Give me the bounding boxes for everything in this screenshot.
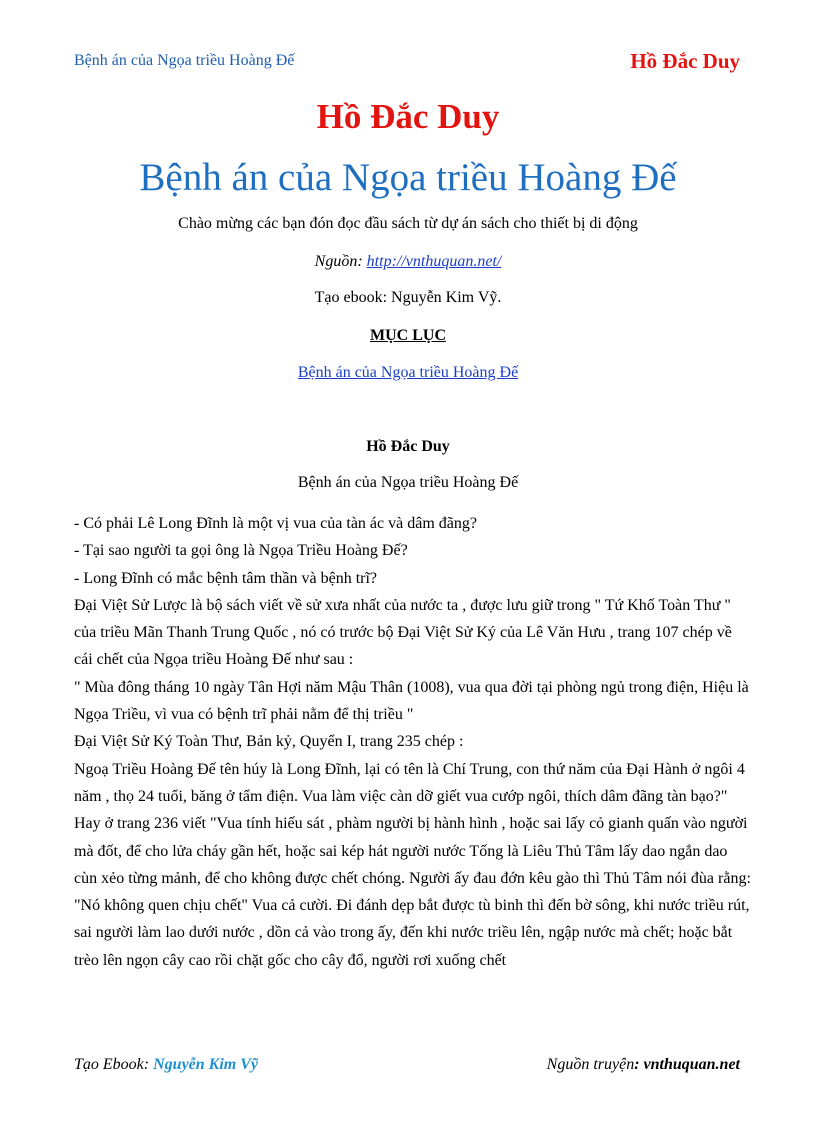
body-paragraph: " Mùa đông tháng 10 ngày Tân Hợi năm Mậu Thân (1008), vua qua đời tại phòng ngủ trong điện, Hiệu là Ngọa Triều, vì vua có bệnh trĩ phải nằm để thị triều " (74, 678, 749, 724)
toc-heading: MỤC LỤC (370, 327, 446, 344)
header-book-title: Bệnh án của Ngọa triều Hoàng Đế (74, 52, 295, 69)
body-paragraph: - Long Đĩnh có mắc bệnh tâm thần và bệnh trĩ? (74, 569, 378, 587)
footer-source-credit: Nguồn truyện: vnthuquan.net (546, 1056, 740, 1073)
ebook-creator: Tạo ebook: Nguyễn Kim Vỹ. (314, 289, 502, 306)
footer-ebook-label: Tạo Ebook (74, 1056, 144, 1073)
chapter-author: Hồ Đắc Duy (366, 438, 450, 455)
chapter-title: Bệnh án của Ngọa triều Hoàng Đế (297, 474, 519, 491)
source-link[interactable]: http://vnthuquan.net/ (366, 253, 502, 270)
footer-source-label: Nguồn truyện (546, 1056, 635, 1073)
book-title: Bệnh án của Ngọa triều Hoàng Đế (139, 156, 677, 199)
body-paragraph: Đại Việt Sử Lược là bộ sách viết về sử xưa nhất của nước ta , được lưu giữ trong " Tứ Khố Toàn Thư " của triều Mãn Thanh Trung Quốc , nó có trước bộ Đại Việt Sử Ký của Lê Văn Hưu , trang 107 chép về cái chết của Ngọa triều Hoàng Đế như sau : (74, 596, 732, 669)
footer-ebook-name: Nguyễn Kim Vỹ (153, 1056, 258, 1073)
chapter-body (74, 510, 754, 974)
header-author: Hồ Đắc Duy (630, 49, 740, 73)
welcome-text: Chào mừng các bạn đón đọc đầu sách từ dự án sách cho thiết bị di động (178, 215, 638, 232)
book-author: Hồ Đắc Duy (316, 97, 500, 136)
body-paragraph: - Tại sao người ta gọi ông là Ngọa Triều Hoàng Đế? (74, 542, 408, 560)
body-paragraph: - Có phải Lê Long Đĩnh là một vị vua của tàn ác và dâm đãng? (74, 515, 477, 532)
source-line (0, 253, 816, 271)
footer-ebook-credit: Tạo Ebook: Nguyễn Kim Vỹ (74, 1056, 258, 1073)
toc-link-chapter[interactable]: Bệnh án của Ngọa triều Hoàng Đế (297, 364, 519, 381)
body-paragraph: Đại Việt Sử Ký Toàn Thư, Bản kỷ, Quyển I, trang 235 chép : (74, 733, 464, 751)
footer-source-site: vnthuquan.net (643, 1056, 740, 1073)
body-paragraph: Hay ở trang 236 viết "Vua tính hiếu sát , phàm người bị hành hình , hoặc sai lấy cỏ gianh quấn vào người mà đốt, để cho lửa cháy gần hết, hoặc sai kép hát người nước Tống là Liêu Thủ Tâm lấy dao ngắn dao cùn xẻo từng mảnh, để cho không được chết chóng. Người ấy đau đớn kêu gào thì Thủ Tâm nói đùa rằng: "Nó không quen chịu chết" Vua cả cười. Đi đánh dẹp bắt được tù binh thì đến bờ sông, khi nước triều rút, sai người làm lao dưới nước , dồn cả vào trong ấy, đến khi nước triều lên, ngập nước mà chết; hoặc bắt trèo lên ngọn cây cao rồi chặt gốc cho cây đổ, người rơi xuống chết (74, 815, 751, 969)
body-paragraph: Ngoạ Triều Hoàng Đế tên húy là Long Đĩnh, lại có tên là Chí Trung, con thứ năm của Đại Hành ở ngôi 4 năm , thọ 24 tuổi, băng ở tẩm điện. Vua làm việc càn dỡ giết vua cướp ngôi, thích dâm đãng tàn bạo?" (74, 760, 745, 805)
source-label: Nguồn: (314, 253, 367, 270)
